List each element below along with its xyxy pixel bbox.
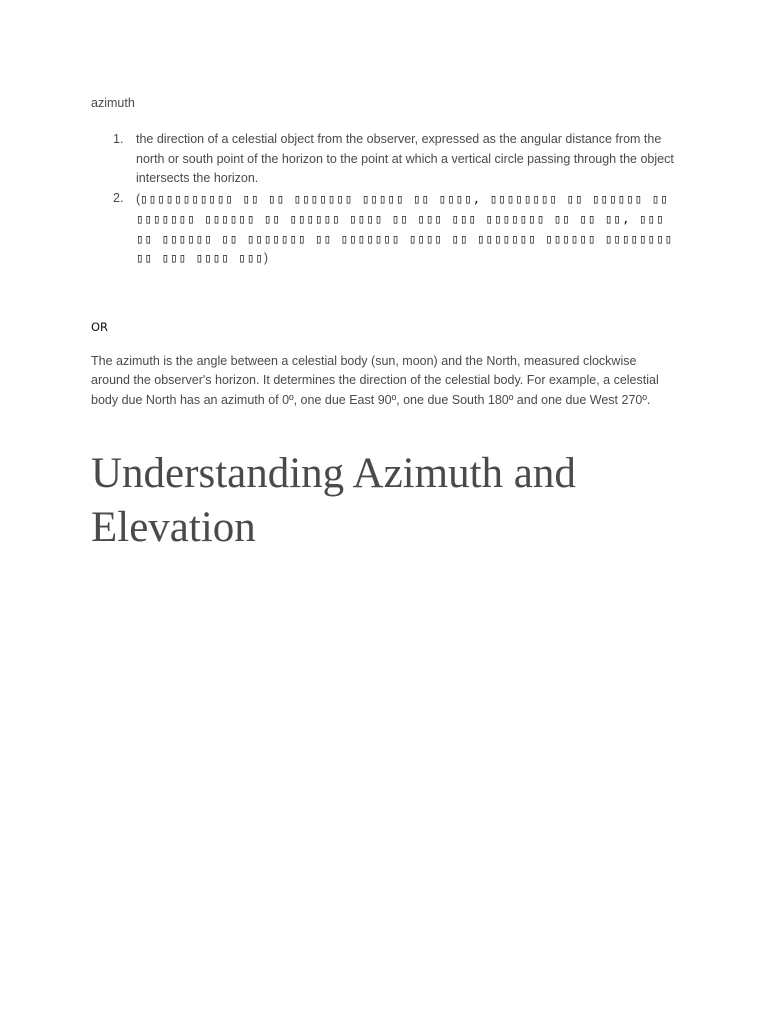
definition-item-translation xyxy=(91,189,681,269)
definition-number: 1. xyxy=(113,132,124,146)
open-paren: ( xyxy=(136,191,141,206)
section-heading: Understanding Azimuth and Elevation xyxy=(91,450,576,552)
explanation-paragraph: The azimuth is the angle between a celestial body (sun, moon) and the North, measured clockwise around the observer's horizon. It determines the direction of the celestial body. For example, a celestial body due North has an azimuth of 0º, one due East 90º, one due South 180º and one due West 270º. xyxy=(91,353,659,407)
definition-text: the direction of a celestial object from the observer, expressed as the angular distance from the north or south point of the horizon to the point at which a vertical circle passing through the object intersects the horizon. xyxy=(136,132,674,185)
definition-number: 2. xyxy=(113,190,124,205)
close-paren: ) xyxy=(263,251,269,266)
definition-item xyxy=(91,130,681,189)
term-title: azimuth xyxy=(91,96,135,110)
or-separator: OR xyxy=(91,319,109,334)
translation-text: ▯▯▯▯▯▯▯▯▯▯▯ ▯▯ ▯▯ ▯▯▯▯▯▯▯ ▯▯▯▯▯ ▯▯ ▯▯▯▯, ▯▯▯▯▯▯▯▯ ▯▯ ▯▯▯▯▯▯ ▯▯ ▯▯▯▯▯▯▯ ▯▯▯▯▯▯ ▯▯ ▯▯▯▯▯▯ ▯▯▯▯ ▯▯ ▯▯▯ ▯▯▯ ▯▯▯▯▯▯▯ ▯▯ ▯▯ ▯▯, ▯▯▯ ▯▯ ▯▯▯▯▯▯ ▯▯ ▯▯▯▯▯▯▯ ▯▯ ▯▯▯▯▯▯▯ ▯▯▯▯ ▯▯ ▯▯▯▯▯▯▯ ▯▯▯▯▯▯ ▯▯▯▯▯▯▯▯ ▯▯ ▯▯▯ ▯▯▯▯ ▯▯▯ xyxy=(136,190,674,266)
definition-list xyxy=(91,130,681,269)
document-page xyxy=(91,94,681,555)
